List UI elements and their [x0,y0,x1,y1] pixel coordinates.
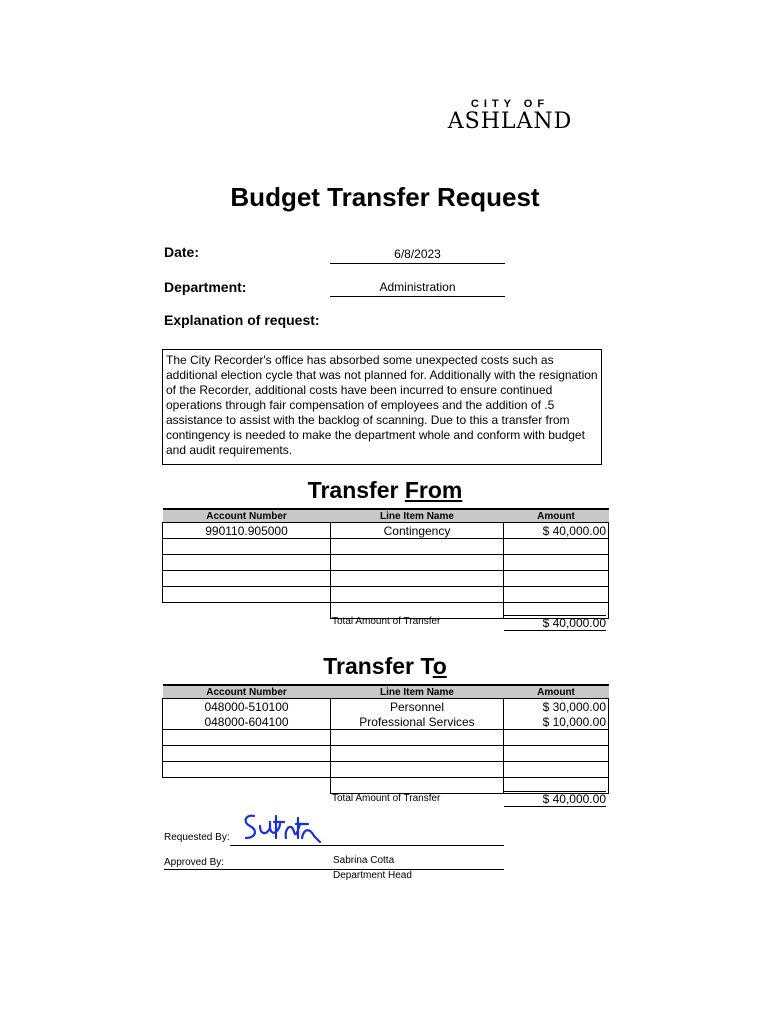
requested-by-line [230,845,504,846]
account-cell: 048000-510100 [163,699,331,715]
line-item-cell: Personnel [331,699,504,715]
transfer-from-total-label: Total Amount of Transfer [332,616,441,627]
line-item-cell: Professional Services [331,714,504,730]
account-cell: 990110.905000 [163,523,331,539]
table-row [163,714,609,730]
logo-main-text: ASHLAND [447,109,573,134]
city-logo [420,98,600,138]
account-cell: 048000-604100 [163,714,331,730]
amount-cell: $ 40,000.00 [504,523,609,539]
explanation-text: The City Recorder's office has absorbed some unexpected costs such as additional election cycle that was not planned for. Additionally with the resignation of the Recorder, additional costs have been incurred to ensure continued operations through fair compensation of employees and the addition of .5 assistance to assist with the backlog of scanning. Due to this a transfer from contingency is needed to make the department whole and conform with budget and audit requirements. [162,349,602,465]
col-header-account: Account Number [163,509,331,523]
explanation-label: Explanation of request: [164,312,320,328]
transfer-to-title-prefix: Transfer T [323,653,433,679]
table-row [163,699,609,715]
transfer-to-total-label: Total Amount of Transfer [332,793,441,804]
col-header-account: Account Number [163,685,331,699]
col-header-amount: Amount [504,685,609,699]
table-header-row [163,685,609,699]
approved-by-label: Approved By: [164,857,225,868]
table-row [163,523,609,539]
transfer-from-total-amount: $ 40,000.00 [504,615,606,631]
table-row [163,539,609,555]
amount-cell: $ 10,000.00 [504,714,609,730]
col-header-line-item: Line Item Name [331,509,504,523]
line-item-cell: Contingency [331,523,504,539]
transfer-to-title-underlined: o [432,653,447,679]
page-title: Budget Transfer Request [230,182,540,212]
date-label: Date: [164,244,200,260]
transfer-from-title-prefix: Transfer [307,477,405,503]
signer-title: Department Head [333,870,412,881]
amount-cell: $ 30,000.00 [504,699,609,715]
table-row [163,571,609,587]
table-row [163,730,609,746]
table-row [163,587,609,603]
department-label: Department: [164,279,247,295]
department-value: Administration [330,280,505,297]
table-row [163,762,609,778]
table-row [163,555,609,571]
transfer-to-title [0,653,770,680]
date-value: 6/8/2023 [330,247,505,264]
signature-image [240,808,326,848]
col-header-amount: Amount [504,509,609,523]
logo-top-text: CITY OF [470,98,550,110]
requested-by-label: Requested By: [164,832,230,843]
table-header-row [163,509,609,523]
transfer-from-title [0,477,770,504]
col-header-line-item: Line Item Name [331,685,504,699]
transfer-to-total-amount: $ 40,000.00 [504,791,606,807]
table-row [163,746,609,762]
transfer-from-table [162,508,609,619]
signer-name: Sabrina Cotta [333,855,395,866]
transfer-from-title-underlined: From [404,477,463,503]
transfer-to-table [162,684,609,794]
